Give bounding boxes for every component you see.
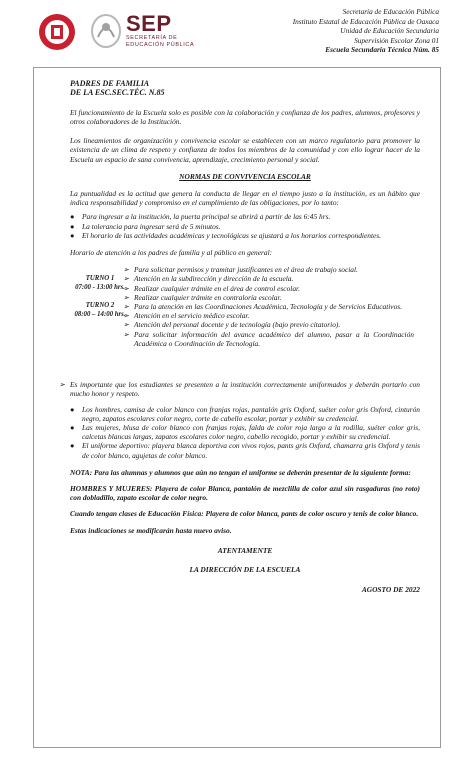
attention-intro: Horario de atención a los padres de familia y al público en general: — [70, 248, 273, 258]
bullet-icon: ● — [70, 212, 75, 222]
list-item: ➢ Realizar cualquier trámite en contraloría escolar. — [123, 292, 282, 302]
institution-line: Secretaría de Educación Pública — [342, 7, 439, 16]
bullet-icon: ● — [70, 441, 75, 451]
arrow-bullet-icon: ➢ — [123, 311, 130, 321]
turn2-time: 08:00 – 14:00 hrs. — [74, 310, 126, 318]
section-title: NORMAS DE CONVIVENCIA ESCOLAR — [179, 171, 311, 181]
institution-line: Instituto Estatal de Educación Pública de Oaxaca — [292, 16, 439, 26]
turn1-label: TURNO 1 — [85, 275, 115, 283]
sep-title: SEP — [126, 11, 172, 36]
letterhead — [0, 0, 474, 60]
arrow-bullet-icon: ➢ — [123, 283, 130, 293]
sep-sub-line1: SECRETARÍA DE — [126, 35, 178, 41]
list-item: ● Los hombres, camisa de color blanco con franjas rojas, pantalón gris Oxford, suéter color gris Oxford, cinturón negro, zapatos escolares color negro, corte de cabello escolar, portar y exhibir su credencial. — [70, 404, 420, 423]
sep-sub-line2: EDUCACIÓN PÚBLICA — [126, 42, 195, 48]
note-paragraph: NOTA: Para las alumnas y alumnos que aún no tengan el uniforme se deberán presentar de la siguiente forma: — [70, 467, 411, 477]
institution-line: Unidad de Educación Secundaria — [340, 26, 439, 36]
bullet-icon: ● — [70, 423, 75, 433]
institution-block — [293, 7, 439, 55]
uniform-intro: ➢ Es importante que los estudiantes se presenten a la institución correctamente uniformados y deberán portarlo con mucho honor y respeto. — [59, 380, 420, 399]
list-item: ● El horario de las actividades académicas y tecnológicas se ajustará a los horarios correspondientes. — [70, 230, 382, 240]
uniform-list — [70, 405, 420, 460]
list-item: ● Para ingresar a la institución, la puerta principal se abrirá a partir de las 6:45 hrs. — [70, 212, 331, 222]
list-item: ➢ Atención en el servicio médico escolar. — [123, 311, 250, 321]
list-item: ➢ Para solicitar permisos y tramitar justificantes en el área de trabajo social. — [123, 265, 358, 275]
note-pe-paragraph: Cuando tengan clases de Educación Física: Playera de color blanca, pants de color oscuro y tenis de color blanco. — [70, 509, 419, 519]
bullet-icon: ● — [70, 404, 75, 414]
addressee-line2: DE LA ESC.SEC.TÉC. N.85 — [70, 88, 165, 98]
signature: LA DIRECCIÓN DE LA ESCUELA — [189, 565, 301, 575]
closing: ATENTAMENTE — [217, 545, 273, 555]
note-uniform-paragraph: HOMBRES Y MUJERES: Playera de color Blanca, pantalón de mezclilla de color azul sin rasgaduras (no roto) con dobladillo, zapato escolar de color negro. — [70, 484, 420, 503]
arrow-bullet-icon: ➢ — [59, 380, 66, 390]
list-item: ➢ Para solicitar información del avance académico del alumno, pasar a la Coordinación Académica o Coordinación de Tecnología. — [123, 329, 414, 348]
school-shield-logo — [37, 12, 77, 52]
sep-logo — [126, 13, 194, 49]
punctuality-paragraph: La puntualidad es la actitud que genera la conducta de llegar en el tiempo justo a la institución, es un hábito que indica responsabilidad y compromiso en el cumplimiento de las obligaciones, por lo tanto: — [70, 189, 420, 208]
bullet-icon: ● — [70, 221, 75, 231]
turn1-time: 07:00 - 13:00 hrs. — [75, 283, 125, 291]
note-validity: Estas indicaciones se modificarán hasta nuevo aviso. — [70, 525, 232, 535]
arrow-bullet-icon: ➢ — [123, 274, 130, 284]
document-body — [59, 79, 420, 595]
turn2-label: TURNO 2 — [85, 302, 115, 310]
guidelines-paragraph: Los lineamientos de organización y convivencia escolar se establecen con un marco regulatorio para promover la existencia de un clima de respeto y confianza de todos los miembros de la comunidad y con ello lograr hacer de la Escuela un espacio de sana convivencia, aprendizaje, crecimiento personal y social. — [70, 136, 420, 164]
arrow-bullet-icon: ➢ — [123, 292, 130, 302]
list-item: ● La tolerancia para ingresar será de 5 minutos. — [70, 221, 221, 231]
attention-list — [123, 265, 414, 348]
list-item: ● El uniforme deportivo: playera blanca deportiva con vivos rojos, pants gris Oxford, chamarra gris Oxford y tenis de color blanco, agujetas de color blanco. — [70, 441, 420, 460]
list-item: ➢ Atención en la subdirección y dirección de la escuela. — [123, 274, 294, 284]
arrow-bullet-icon: ➢ — [123, 329, 130, 339]
arrow-bullet-icon: ➢ — [123, 320, 130, 330]
attention-schedule — [70, 265, 420, 376]
list-item: ➢ Para la atención en las Coordinaciones Académica, Tecnología y de Servicios Educativos. — [123, 302, 402, 312]
bullet-icon: ● — [70, 230, 75, 240]
arrow-bullet-icon: ➢ — [123, 265, 130, 275]
addressee-line1: PADRES DE FAMILIA — [70, 79, 150, 88]
arrow-bullet-icon: ➢ — [123, 302, 130, 312]
list-item: ➢ Realizar cualquier trámite en el área de control escolar. — [123, 283, 300, 293]
turn-labels — [70, 275, 130, 319]
document-date: AGOSTO DE 2022 — [361, 585, 420, 595]
list-item: ● Las mujeres, blusa de color blanco con franjas rojas, falda de color roja largo a la rodilla, suéter color gris, calcetas blancas largas, zapatos escolares color negro, cabello recogido, portar y exhibir su credencial. — [70, 423, 420, 442]
rules-list — [70, 212, 420, 240]
list-item: ➢ Atención del personal docente y de tecnología (bajo previo citatorio). — [123, 320, 341, 330]
mexico-coat-of-arms-icon — [88, 11, 124, 51]
institution-line: Supervisión Escolar Zona 01 — [354, 35, 439, 45]
intro-paragraph: El funcionamiento de la Escuela solo es posible con la colaboración y confianza de los padres, alumnos, profesores y otros colaboradores de la Institución. — [70, 107, 420, 127]
institution-line: Escuela Secundaria Técnica Núm. 85 — [325, 45, 439, 55]
